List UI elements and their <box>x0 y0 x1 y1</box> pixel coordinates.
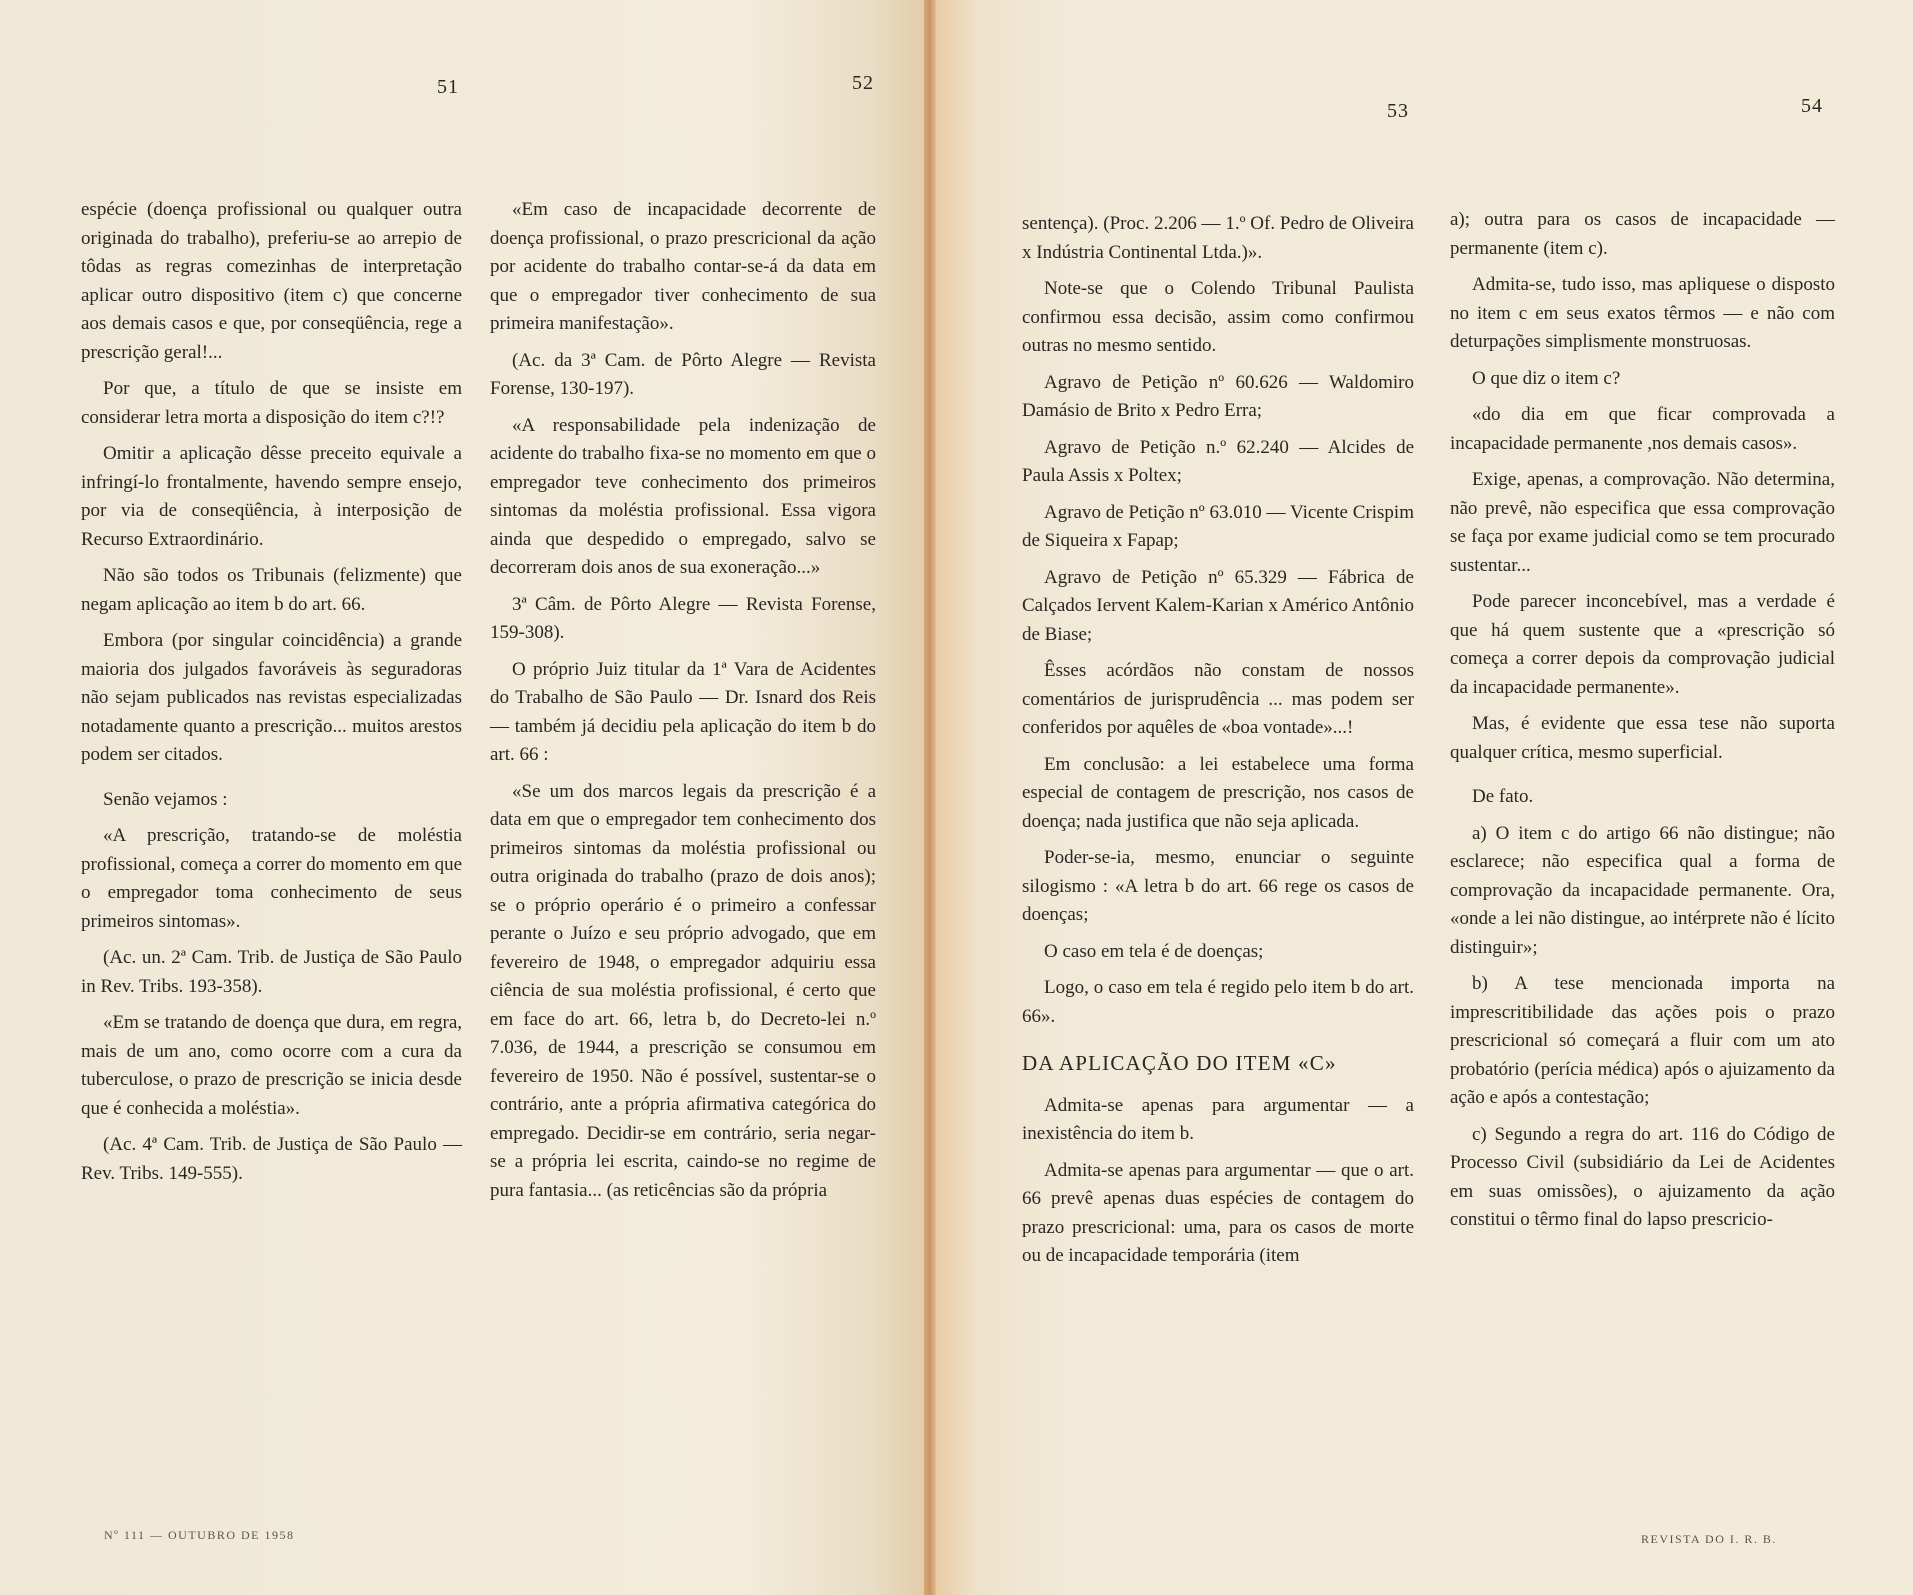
page-number: 51 <box>437 76 459 98</box>
paragraph: Em conclusão: a lei estabelece uma forma especial de contagem de prescrição, nos casos de doença; nada justifica que não seja aplicada. <box>1022 753 1414 832</box>
paragraph: Agravo de Petição nº 65.329 — Fábrica de Calçados Iervent Kalem-Karian x Américo Antônio de Biase; <box>1022 566 1415 645</box>
paragraph: Logo, o caso em tela é regido pelo item b do art. 66». <box>1022 977 1414 1027</box>
paragraph: De fato. <box>1472 786 1534 807</box>
paragraph: Embora (por singular coincidência) a grande maioria dos julgados favoráveis às seguradoras não sejam publicados nas revistas especializadas notadamente quanto a prescrição... muitos arestos podem ser citados. <box>81 630 462 765</box>
paragraph: Mas, é evidente que essa tese não suporta qualquer crítica, mesmo superficial. <box>1450 713 1835 763</box>
paragraph: Omitir a aplicação dêsse preceito equivale a infringí-lo frontalmente, havendo sempre ensejo, por via de conseqüência, à interposição de Recurso Extraordinário. <box>81 443 462 550</box>
text-column <box>1450 206 1835 1243</box>
paragraph: Note-se que o Colendo Tribunal Paulista confirmou essa decisão, assim como confirmou outras no mesmo sentido. <box>1022 278 1414 356</box>
paragraph: Não são todos os Tribunais (felizmente) que negam aplicação ao item b do art. 66. <box>81 565 462 615</box>
list-item: a) O item c do artigo 66 não distingue; não esclarece; não especifica qual a forma de comprovação da incapacidade permanente. Ora, «onde a lei não distingue, ao intérprete não é lícito distinguir»; <box>1450 822 1835 958</box>
citation: (Ac. un. 2ª Cam. Trib. de Justiça de São Paulo in Rev. Tribs. 193-358). <box>81 947 462 997</box>
text-column <box>81 196 462 1196</box>
text-column <box>490 196 876 1213</box>
paragraph: Agravo de Petição n.º 62.240 — Alcides de Paula Assis x Poltex; <box>1022 436 1414 486</box>
list-item: b) A tese mencionada importa na imprescritibilidade das ações pois o prazo prescricional só começará a fluir com um ato probatório (perícia médica) após o ajuizamento da ação e após a contestação; <box>1450 973 1835 1108</box>
paragraph: Pode parecer inconcebível, mas a verdade é que há quem sustente que a «prescrição só começa a correr depois da comprovação judicial da incapacidade permanente». <box>1450 591 1835 698</box>
paragraph: O que diz o item c? <box>1472 367 1621 389</box>
quote: «Em se tratando de doença que dura, em regra, mais de um ano, como ocorre com a cura da tuberculose, o prazo de prescrição se inicia desde que é conhecida a moléstia». <box>81 1012 462 1119</box>
quote: «A prescrição, tratando-se de moléstia profissional, começa a correr do momento em que o empregador toma conhecimento de seus primeiros sintomas». <box>81 825 462 932</box>
paragraph: Admita-se apenas para argumentar — que o art. 66 prevê apenas duas espécies de contagem do prazo prescricional: uma, para os casos de morte ou de incapacidade temporária (item <box>1022 1159 1414 1266</box>
paragraph: Poder-se-ia, mesmo, enunciar o seguinte silogismo : «A letra b do art. 66 rege os casos de doenças; <box>1022 847 1414 925</box>
paragraph: Êsses acórdãos não constam de nossos comentários de jurisprudência ... mas podem ser conferidos por aquêles de «boa vontade»...! <box>1022 660 1414 738</box>
paragraph: espécie (doença profissional ou qualquer outra originada do trabalho), preferiu-se ao arrepio de tôdas as regras comezinhas de interpretação aplicar outro dispositivo (item c) que concerne aos demais casos e que, por conseqüência, rege a prescrição geral!... <box>81 199 462 363</box>
paragraph: Admita-se apenas para argumentar — a inexistência do item b. <box>1022 1094 1414 1144</box>
paragraph: sentença). (Proc. 2.206 — 1.º Of. Pedro de Oliveira x Indústria Continental Ltda.)». <box>1022 213 1414 263</box>
citation: (Ac. 4ª Cam. Trib. de Justiça de São Paulo — Rev. Tribs. 149-555). <box>81 1134 462 1184</box>
right-page <box>930 0 1913 1595</box>
quote: «Em caso de incapacidade decorrente de doença profissional, o prazo prescricional da ação por acidente do trabalho contar-se-á da data em que o empregador tiver conhecimento de sua primeira manifestação». <box>490 199 876 334</box>
paragraph: O caso em tela é de doenças; <box>1044 940 1264 962</box>
paragraph: O próprio Juiz titular da 1ª Vara de Acidentes do Trabalho de São Paulo — Dr. Isnard dos Reis — também já decidiu pela aplicação do item b do art. 66 : <box>490 658 876 765</box>
quote: «Se um dos marcos legais da prescrição é a data em que o empregador tem conhecimento dos primeiros sintomas da moléstia profissional ou outra originada do trabalho (prazo de dois anos); se o próprio operário é o primeiro a confessar perante o Juízo e seu próprio advogado, que em fevereiro de 1948, o empregador adquiriu essa ciência de sua moléstia profissional, é certo que em face do art. 66, letra b, do Decreto-lei n.º 7.036, de 1944, a prescrição se consumou em fevereiro de 1950. Não é possível, sustentar-se o contrário, ante a própria afirmativa categórica do empregado. Decidir-se em contrário, seria negar-se a própria lei escrita, caindo-se no regime de pura fantasia... (as reticências são da própria <box>490 780 876 1201</box>
paragraph: Exige, apenas, a comprovação. Não determina, não prevê, não especifica que essa comprovação se faça por exame judicial como se tem procurado sustentar... <box>1450 469 1835 576</box>
list-item: c) Segundo a regra do art. 116 do Código de Processo Civil (subsidiário da Lei de Acidentes em suas omissões), o ajuizamento da ação constitui o têrmo final do lapso prescricio- <box>1450 1123 1835 1230</box>
page-number: 52 <box>852 72 874 94</box>
footer: Nº 111 — OUTUBRO DE 1958 <box>104 1528 295 1542</box>
paragraph: Agravo de Petição nº 63.010 — Vicente Crispim de Siqueira x Fapap; <box>1022 501 1414 551</box>
book-gutter <box>924 0 936 1595</box>
quote: «A responsabilidade pela indenização de acidente do trabalho fixa-se no momento em que o empregador teve conhecimento dos primeiros sintomas da moléstia profissional. Essa vigora ainda que despedido o empregado, salvo se decorreram dois anos de sua exoneração...» <box>490 414 876 578</box>
text-column <box>1022 210 1414 1279</box>
left-page <box>0 0 930 1595</box>
quote: «do dia em que ficar comprovada a incapacidade permanente ,nos demais casos». <box>1450 404 1835 454</box>
paragraph: Agravo de Petição nº 60.626 — Waldomiro Damásio de Brito x Pedro Erra; <box>1022 371 1414 421</box>
section-heading: DA APLICAÇÃO DO ITEM «C» <box>1022 1051 1337 1075</box>
paragraph: Por que, a título de que se insiste em considerar letra morta a disposição do item c?!? <box>81 378 462 428</box>
paragraph: a); outra para os casos de incapacidade — permanente (item c). <box>1450 209 1835 259</box>
citation: 3ª Câm. de Pôrto Alegre — Revista Forense, 159-308). <box>490 593 876 643</box>
paragraph: Senão vejamos : <box>103 788 228 810</box>
citation: (Ac. da 3ª Cam. de Pôrto Alegre — Revista Forense, 130-197). <box>490 349 876 399</box>
footer: REVISTA DO I. R. B. <box>1641 1532 1777 1546</box>
paragraph: Admita-se, tudo isso, mas apliquese o disposto no item c em seus exatos têrmos — e não com deturpações simplismente monstruosas. <box>1450 274 1835 352</box>
page-number: 54 <box>1801 95 1823 117</box>
page-number: 53 <box>1387 100 1409 122</box>
